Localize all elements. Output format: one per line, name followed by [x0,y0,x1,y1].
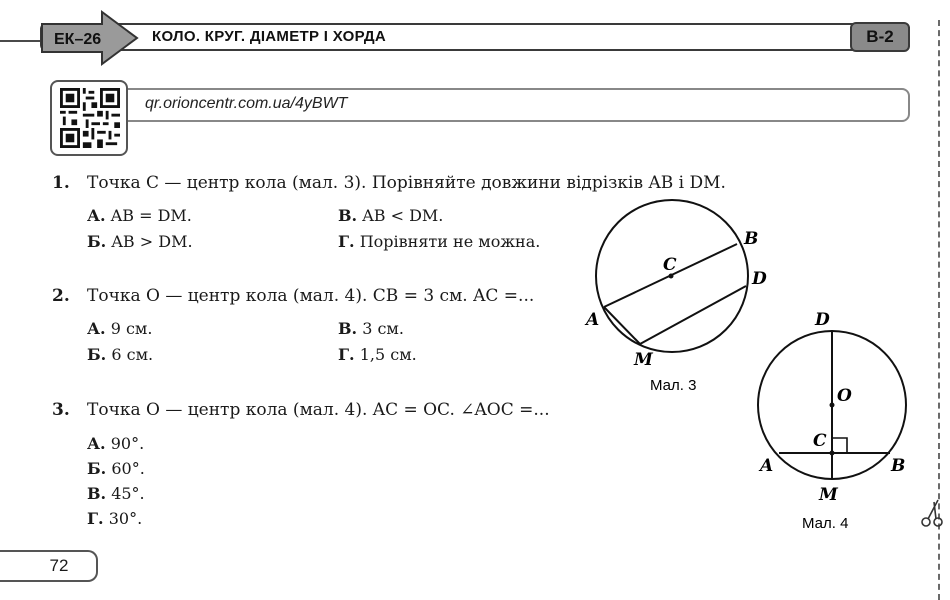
fig4-label-d: D [815,310,830,330]
qr-url[interactable]: qr.orioncentr.com.ua/4yBWT [145,95,348,112]
fig4-label-m: M [819,485,838,505]
chapter-topic: КОЛО. КРУГ. ДІАМЕТР І ХОРДА [152,28,387,45]
q1-option-a[interactable]: А. AB = DM. [87,206,192,225]
q2-option-b[interactable]: Б. 6 см. [87,345,154,364]
fig3-label-d: D [752,269,767,289]
fig3-label-c: C [663,255,677,275]
fig3-label-b: B [744,229,759,249]
question-2-number: 2. [52,286,70,306]
fig3-label-a: A [586,310,600,330]
question-3-text: Точка O — центр кола (мал. 4). AC = OC. ∠AOC =... [87,400,550,420]
fig4-caption: Мал. 4 [802,515,849,532]
q3-option-g[interactable]: Г. 30°. [87,509,143,528]
fig4-label-b: B [891,456,906,476]
chapter-code: ЕК–26 [54,31,102,48]
q3-option-v[interactable]: В. 45°. [87,484,145,503]
question-1-text: Точка C — центр кола (мал. 3). Порівняйте довжини відрізків AB і DM. [87,173,726,193]
fig3-label-m: M [634,350,653,370]
q3-option-b[interactable]: Б. 60°. [87,459,145,478]
question-3-number: 3. [52,400,70,420]
qr-frame [50,80,128,156]
q2-option-g[interactable]: Г. 1,5 см. [338,345,417,364]
qr-code-icon [59,88,121,148]
fig4-point-c [830,451,835,456]
fig4-center-o [830,403,835,408]
figure-4 [750,300,930,535]
fig4-right-angle-mark [832,438,847,453]
q2-option-v[interactable]: В. 3 см. [338,319,404,338]
variant-badge: В-2 [850,22,910,52]
fig3-chord-dm [640,286,746,344]
fig4-label-a: A [760,456,774,476]
fig3-chord-am [604,307,640,344]
q1-option-v[interactable]: В. AB < DM. [338,206,444,225]
fig4-label-o: O [837,386,852,406]
fig4-label-c: C [813,431,827,451]
fig3-caption: Мал. 3 [650,377,697,394]
page-number: 72 [0,550,98,582]
chapter-arrow [40,10,140,66]
q1-option-g[interactable]: Г. Порівняти не можна. [338,232,541,251]
q1-option-b[interactable]: Б. AB > DM. [87,232,193,251]
question-1-number: 1. [52,173,70,193]
q2-option-a[interactable]: А. 9 см. [87,319,153,338]
question-2-text: Точка O — центр кола (мал. 4). CB = 3 см. AC =... [87,286,535,306]
q3-option-a[interactable]: А. 90°. [87,434,145,453]
